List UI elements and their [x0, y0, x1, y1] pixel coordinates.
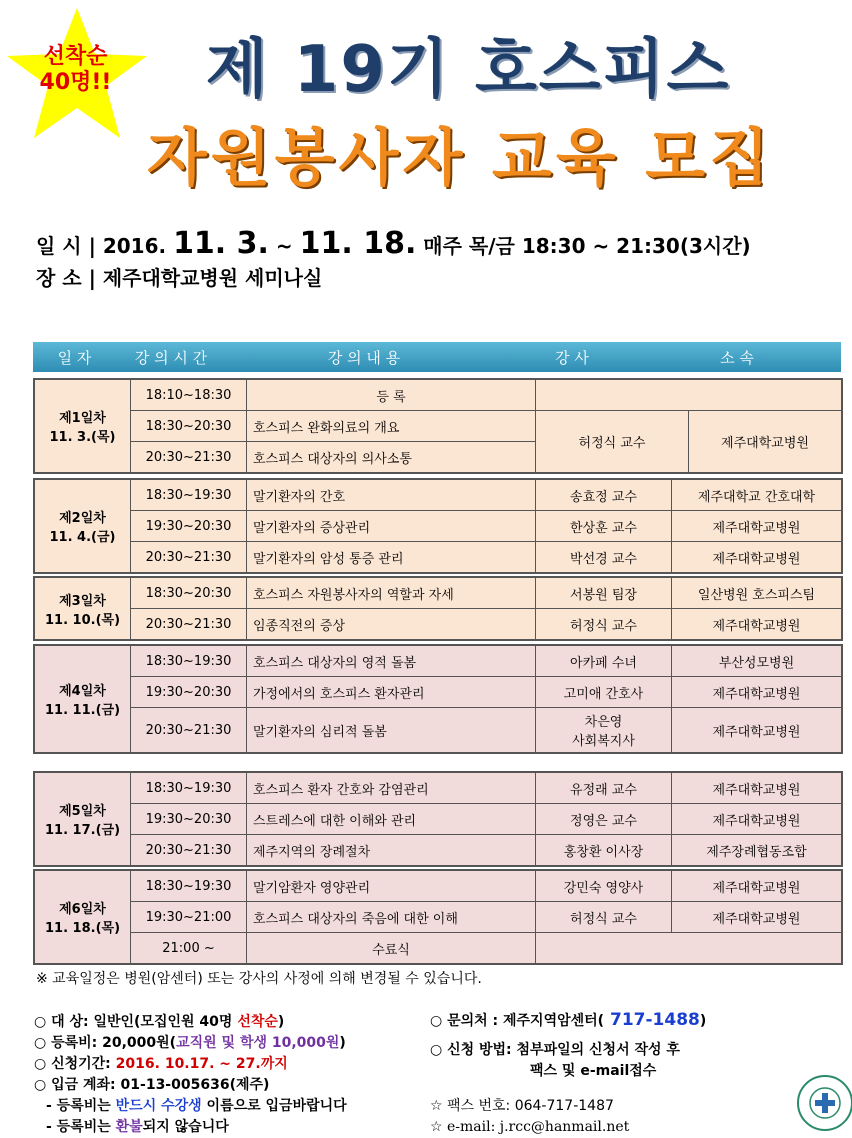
time-cell: 20:30~21:30 — [131, 835, 247, 866]
lecture-cell: 호스피스 자원봉사자의 역할과 자세 — [247, 578, 536, 609]
time-cell: 18:30~19:30 — [131, 871, 247, 902]
org-cell: 부산성모병원 — [672, 646, 842, 677]
schedule-group-day2 — [33, 478, 843, 574]
schedule-group-day3 — [33, 576, 843, 641]
org-cell: 제주대학교병원 — [672, 871, 842, 902]
date-suffix: 매주 목/금 18:30 ~ 21:30(3시간) — [416, 234, 751, 258]
table-header — [33, 342, 841, 372]
page-title: 제 19기 호스피스 — [205, 33, 731, 107]
empty-cell — [536, 933, 842, 964]
org-cell: 제주대학교병원 — [672, 542, 842, 573]
instructor-cell: 강민숙 영양사 — [536, 871, 672, 902]
lecture-cell: 호스피스 대상자의 영적 돌봄 — [247, 646, 536, 677]
lecture-cell: 수료식 — [247, 933, 536, 964]
schedule-group-day4 — [33, 644, 843, 754]
time-cell: 20:30~21:30 — [131, 708, 247, 753]
period-line: ○ 신청기간: 2016. 10.17. ~ 27.까지 — [34, 1056, 288, 1072]
group-day-cell: 제2일차 11. 4.(금) — [35, 480, 131, 573]
registration-details — [34, 1012, 347, 1138]
email-line: ☆ e-mail: j.rcc@hanmail.net — [430, 1119, 630, 1135]
instructor-cell: 차은영 사회복지사 — [536, 708, 672, 753]
group-day-cell: 제1일차 11. 3.(목) — [35, 380, 131, 473]
org-cell: 제주대학교병원 — [672, 773, 842, 804]
schedule-group-day5 — [33, 771, 843, 867]
lecture-cell: 말기환자의 심리적 돌봄 — [247, 708, 536, 753]
instructor-cell: 박선경 교수 — [536, 542, 672, 573]
lecture-cell: 등 록 — [247, 380, 536, 411]
instructor-cell: 아카페 수녀 — [536, 646, 672, 677]
org-cell: 제주대학교병원 — [672, 804, 842, 835]
fax-line: ☆ 팩스 번호: 064-717-1487 — [430, 1098, 614, 1114]
group-day-cell: 제3일차 11. 10.(목) — [35, 578, 131, 640]
time-cell: 18:10~18:30 — [131, 380, 247, 411]
date-start: 11. 3. — [173, 226, 269, 261]
schedule-place: 장 소 | 제주대학교병원 세미나실 — [36, 266, 323, 290]
memo-line-1: - 등록비는 반드시 수강생 이름으로 입금바랍니다 — [46, 1098, 347, 1114]
org-cell: 일산병원 호스피스팀 — [672, 578, 842, 609]
contact-details — [430, 1010, 706, 1138]
date-sep: ~ — [268, 234, 300, 258]
apply-line-2: 팩스 및 e-mail접수 — [530, 1063, 657, 1079]
header-lecture: 강 의 내 용 — [327, 348, 401, 367]
time-cell: 18:30~20:30 — [131, 578, 247, 609]
hospital-logo-icon — [797, 1075, 852, 1131]
schedule-group-day1 — [33, 378, 843, 474]
time-cell: 20:30~21:30 — [131, 609, 247, 640]
group-day-cell: 제6일차 11. 18.(목) — [35, 871, 131, 964]
header-time: 강 의 시 간 — [134, 348, 208, 367]
instructor-cell: 허정식 교수 — [536, 902, 672, 933]
star-badge-text — [28, 44, 123, 96]
header-day: 일 자 — [57, 348, 92, 367]
group-day-cell: 제5일차 11. 17.(금) — [35, 773, 131, 866]
lecture-cell: 말기환자의 증상관리 — [247, 511, 536, 542]
instructor-cell: 허정식 교수 — [536, 609, 672, 640]
group-day-cell: 제4일차 11. 11.(금) — [35, 646, 131, 753]
lecture-cell: 말기환자의 암성 통증 관리 — [247, 542, 536, 573]
lecture-cell: 스트레스에 대한 이해와 관리 — [247, 804, 536, 835]
time-cell: 18:30~20:30 — [131, 411, 247, 442]
instructor-cell: 서봉원 팀장 — [536, 578, 672, 609]
inquiry-line: ○ 문의처 : 제주지역암센터( 717-1488) — [430, 1010, 707, 1030]
lecture-cell: 제주지역의 장례절차 — [247, 835, 536, 866]
fee-line: ○ 등록비: 20,000원(교직원 및 학생 10,000원) — [34, 1035, 346, 1051]
time-cell: 20:30~21:30 — [131, 542, 247, 573]
memo-line-2: - 등록비는 환불되지 않습니다 — [46, 1119, 229, 1135]
instructor-cell: 허정식 교수 — [536, 411, 689, 473]
account-line: ○ 입금 계좌: 01-13-005636(제주) — [34, 1077, 270, 1093]
lecture-cell: 호스피스 대상자의 죽음에 대한 이해 — [247, 902, 536, 933]
org-cell: 제주대학교병원 — [672, 902, 842, 933]
lecture-cell: 임종직전의 증상 — [247, 609, 536, 640]
apply-line-1: ○ 신청 방법: 첨부파일의 신청서 작성 후 — [430, 1042, 680, 1058]
time-cell: 20:30~21:30 — [131, 442, 247, 473]
lecture-cell: 호스피스 완화의료의 개요 — [247, 411, 536, 442]
time-cell: 19:30~20:30 — [131, 511, 247, 542]
time-cell: 18:30~19:30 — [131, 480, 247, 511]
time-cell: 19:30~20:30 — [131, 804, 247, 835]
org-cell: 제주대학교병원 — [672, 511, 842, 542]
time-cell: 21:00 ~ — [131, 933, 247, 964]
org-cell: 제주대학교병원 — [672, 677, 842, 708]
time-cell: 18:30~19:30 — [131, 773, 247, 804]
org-cell: 제주대학교병원 — [672, 609, 842, 640]
lecture-cell: 가정에서의 호스피스 환자관리 — [247, 677, 536, 708]
schedule-group-day6 — [33, 869, 843, 965]
header-org: 소 속 — [720, 348, 754, 367]
org-cell: 제주대학교병원 — [672, 708, 842, 753]
lecture-cell: 말기암환자 영양관리 — [247, 871, 536, 902]
instructor-cell: 유정래 교수 — [536, 773, 672, 804]
header-instructor: 강 사 — [555, 348, 589, 367]
date-end: 11. 18. — [299, 226, 417, 261]
org-cell: 제주대학교병원 — [689, 411, 842, 473]
instructor-cell: 고미애 간호사 — [536, 677, 672, 708]
org-cell: 제주장례협동조합 — [672, 835, 842, 866]
schedule-note: ※ 교육일정은 병원(암센터) 또는 강사의 사정에 의해 변경될 수 있습니다. — [36, 971, 482, 987]
time-cell: 18:30~19:30 — [131, 646, 247, 677]
badge-line1: 선착순 — [43, 44, 108, 69]
instructor-cell: 송효정 교수 — [536, 480, 672, 511]
org-cell: 제주대학교 간호대학 — [672, 480, 842, 511]
schedule-date — [36, 226, 751, 261]
target-line: ○ 대 상: 일반인(모집인원 40명 선착순) — [34, 1014, 285, 1030]
time-cell: 19:30~21:00 — [131, 902, 247, 933]
badge-line2: 40명!! — [39, 70, 112, 95]
page-subtitle: 자원봉사자 교육 모집 — [146, 121, 774, 194]
lecture-cell: 말기환자의 간호 — [247, 480, 536, 511]
lecture-cell: 호스피스 환자 간호와 감염관리 — [247, 773, 536, 804]
empty-cell — [536, 380, 842, 411]
instructor-cell: 홍창환 이사장 — [536, 835, 672, 866]
instructor-cell: 정영은 교수 — [536, 804, 672, 835]
instructor-cell: 한상훈 교수 — [536, 511, 672, 542]
date-prefix: 일 시 | 2016. — [36, 234, 174, 258]
lecture-cell: 호스피스 대상자의 의사소통 — [247, 442, 536, 473]
time-cell: 19:30~20:30 — [131, 677, 247, 708]
